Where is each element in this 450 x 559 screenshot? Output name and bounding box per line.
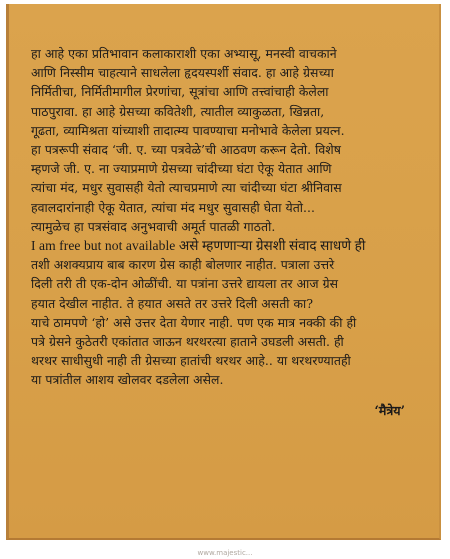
text-line: दिली तरी ती एक-दोन ओळींची. या पत्रांना उत्तरे द्यायला तर आज ग्रेस (31, 276, 339, 292)
blurb-text (31, 44, 421, 390)
back-cover-panel (6, 4, 441, 540)
text-line: थरथर साधीसुधी नाही ती ग्रेसच्या हातांची थरथर आहे.. या थरथरण्यातही (31, 353, 351, 369)
text-line: हवालदारांनाही ऐकू येतात, त्यांचा मंद मधुर सुवासही घेता येतो... (31, 199, 316, 215)
author-signature: ‘मैत्रेय’ (374, 402, 405, 418)
text-line: म्हणजे जी. ए. ना ज्याप्रमाणे ग्रेसच्या चांदीच्या घंटा ऐकू येतात आणि (31, 161, 332, 177)
text-line: त्यामुळेच हा पत्रसंवाद अनुभवाची अमूर्त पातळी गाठतो. (31, 218, 276, 234)
text-line: याचे ठामपणे ‘हो’ असे उत्तर देता येणार नाही. पण एक मात्र नक्की की ही (31, 314, 357, 330)
paragraph-2 (31, 236, 421, 390)
text-line: या पत्रांतील आशय खोलवर दडलेला असेल. (31, 372, 224, 388)
text-line: हयात देखील नाहीत. ते हयात असते तर उत्तरे दिली असती का? (31, 295, 314, 311)
text-line: आणि निस्सीम चाहत्याने साधलेला हृदयस्पर्शी संवाद. हा आहे ग्रेसच्या (31, 65, 334, 81)
text-line: गूढता, व्यामिश्रता यांच्याशी तादात्म्य पावण्याचा मनोभावे केलेला प्रयत्न. (31, 122, 345, 138)
text-line: पत्रे ग्रेसने कुठेतरी एकांतात जाऊन थरथरत्या हाताने उघडली असती. ही (31, 334, 344, 350)
text-line: पाठपुरावा. हा आहे ग्रेसच्या कवितेशी, त्यातील व्याकुळता, खिन्नता, (31, 103, 325, 119)
text-line: त्यांचा मंद, मधुर सुवासही येतो त्याचप्रमाणे त्या चांदीच्या घंटा श्रीनिवास (31, 180, 342, 196)
paragraph-1 (31, 44, 421, 236)
footer-url: www.majestic... (197, 549, 253, 557)
text-line: I am free but not available असे म्हणणाऱ्या ग्रेसशी संवाद साधणे ही (31, 238, 366, 254)
text-line: निर्मितीचा, निर्मितीमागील प्रेरणांचा, सूत्रांचा आणि तत्त्वांचाही केलेला (31, 84, 329, 100)
text-line: हा पत्ररूपी संवाद ‘जी. ए. च्या पत्रवेळे’ची आठवण करून देतो. विशेष (31, 142, 341, 158)
text-line: तशी अशक्यप्राय बाब कारण ग्रेस काही बोलणार नाहीत. पत्राला उत्तरे (31, 257, 335, 273)
text-line: हा आहे एका प्रतिभावान कलाकाराशी एका अभ्यासू, मनस्वी वाचकाने (31, 46, 337, 61)
